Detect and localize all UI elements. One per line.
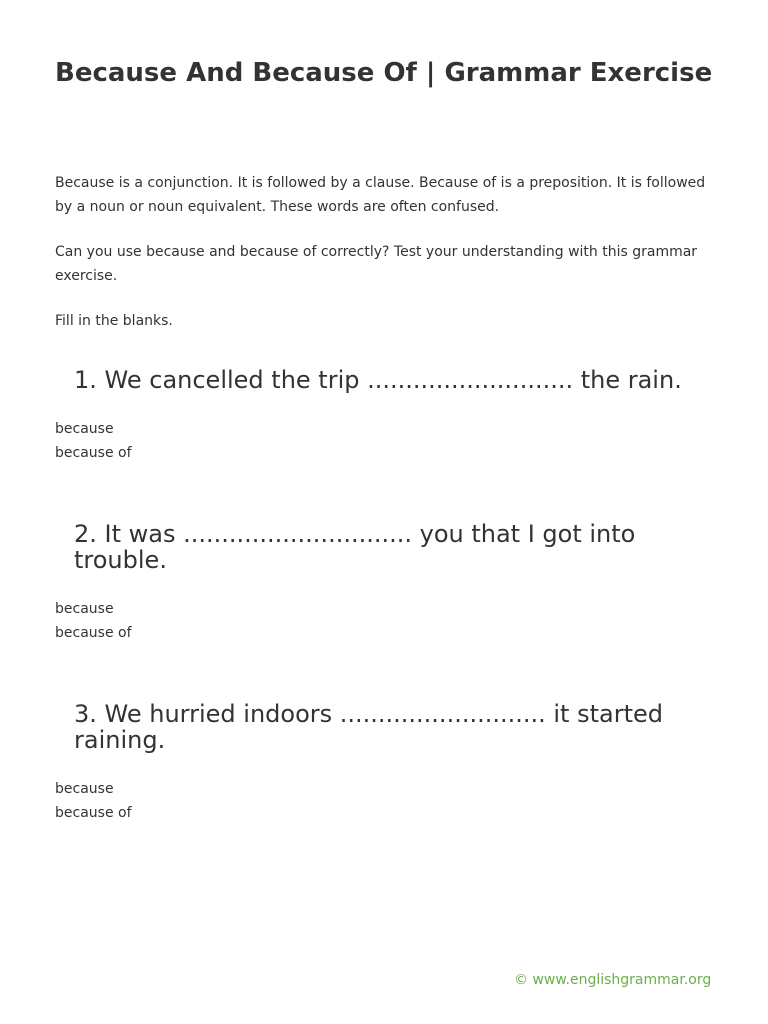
option-because-of: because of: [55, 445, 132, 461]
instruction-text: Fill in the blanks.: [55, 313, 173, 329]
option-because: because: [55, 421, 114, 437]
option-because: because: [55, 781, 114, 797]
page-title: Because And Because Of | Grammar Exercise: [55, 58, 713, 88]
copyright-footer: © www.englishgrammar.org: [514, 972, 712, 988]
question-1: 1. We cancelled the trip ........................... the rain.: [74, 366, 682, 394]
question-2-options: [55, 597, 355, 645]
question-3: 3. We hurried indoors ........................... it started raining.: [74, 700, 663, 754]
option-because: because: [55, 601, 114, 617]
question-3-options: [55, 777, 355, 825]
prompt-paragraph: Can you use because and because of correctly? Test your understanding with this grammar exercise.: [55, 244, 698, 284]
question-2: 2. It was .............................. you that I got into trouble.: [74, 520, 636, 574]
intro-paragraph: Because is a conjunction. It is followed by a clause. Because of is a preposition. It is followed by a noun or noun equivalent. These words are often confused.: [55, 175, 706, 215]
question-1-options: [55, 417, 355, 465]
option-because-of: because of: [55, 805, 132, 821]
option-because-of: because of: [55, 625, 132, 641]
